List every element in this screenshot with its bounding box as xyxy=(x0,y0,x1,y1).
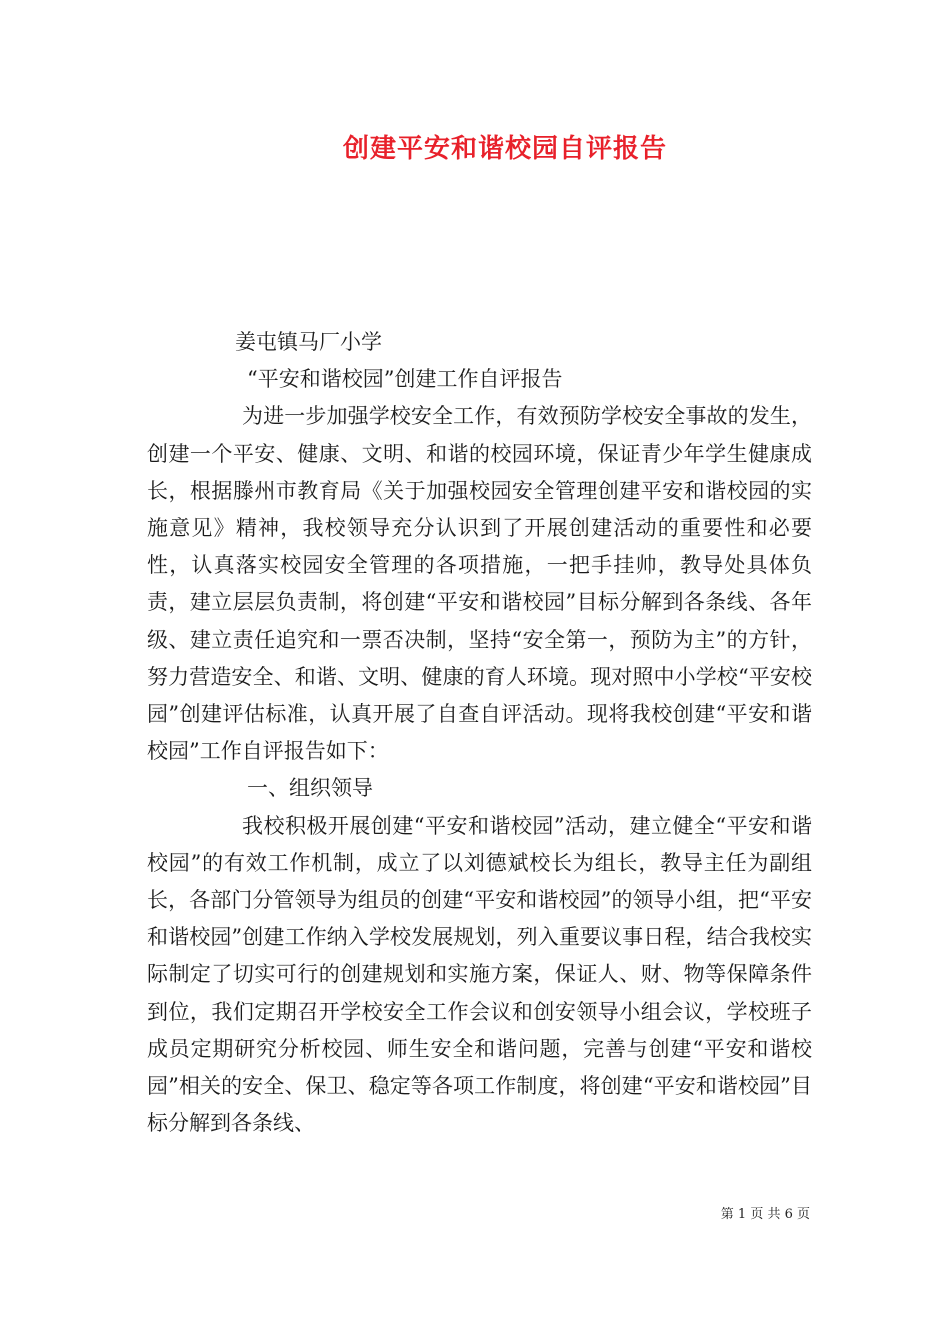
page-number: 第 1 页 共 6 页 xyxy=(720,1207,810,1222)
document-title: 创建平安和谐校园自评报告 xyxy=(342,134,667,164)
document-body xyxy=(147,324,812,1142)
school-name: 姜屯镇马厂小学 xyxy=(235,330,382,354)
report-subtitle: “平安和谐校园”创建工作自评报告 xyxy=(247,367,563,392)
section-heading: 一、组织领导 xyxy=(247,776,373,801)
section-paragraph: 我校积极开展创建“平安和谐校园”活动，建立健全“平安和谐校园”的有效工作机制，成立了以刘德斌校长为组长，教导主任为副组长，各部门分管领导为组员的创建“平安和谐校园”的领导小组，把“平安和谐校园”创建工作纳入学校发展规划，列入重要议事日程，结合我校实际制定了切实可行的创建规划和实施方案，保证人、财、物等保障条件到位，我们定期召开学校安全工作会议和创安领导小组会议，学校班子成员定期研究分析校园、师生安全和谐问题，完善与创建“平安和谐校园”相关的安全、保卫、稳定等各项工作制度，将创建“平安和谐校园”目标分解到各条线、 xyxy=(147,813,812,1136)
intro-paragraph: 为进一步加强学校安全工作，有效预防学校安全事故的发生，创建一个平安、健康、文明、和谐的校园环境，保证青少年学生健康成长，根据滕州市教育局《关于加强校园安全管理创建平安和谐校园的实施意见》精神，我校领导充分认识到了开展创建活动的重要性和必要性，认真落实校园安全管理的各项措施，一把手挂帅，教导处具体负责，建立层层负责制，将创建“平安和谐校园”目标分解到各条线、各年级、建立责任追究和一票否决制，坚持“安全第一，预防为主”的方针，努力营造安全、和谐、文明、健康的育人环境。现对照中小学校“平安校园”创建评估标准，认真开展了自查自评活动。现将我校创建“平安和谐校园”工作自评报告如下： xyxy=(147,404,812,764)
